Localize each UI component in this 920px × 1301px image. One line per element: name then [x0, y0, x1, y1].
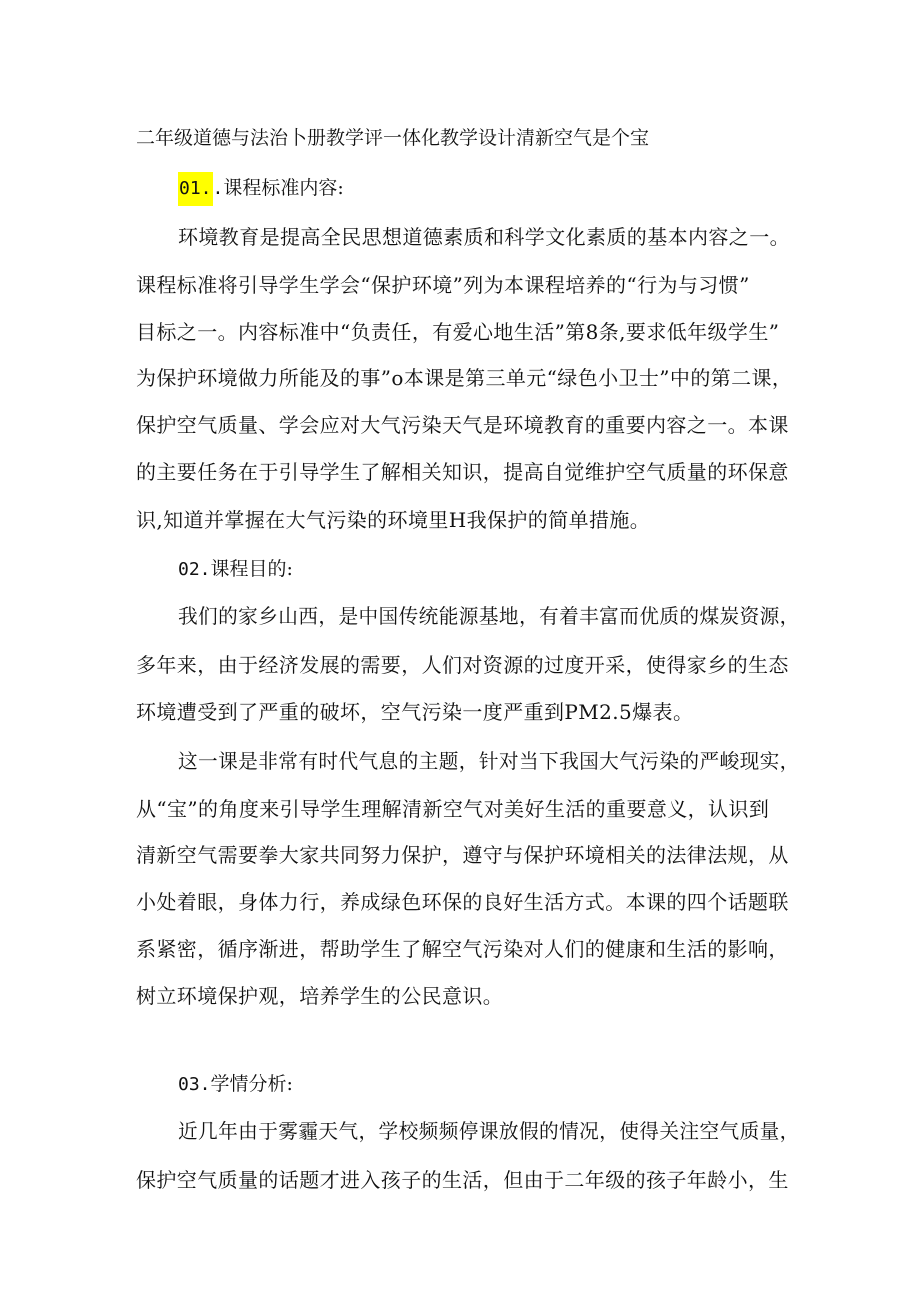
paragraph-line: 目标之一。内容标准中“负责任，有爱心地生活”第8条,要求低年级学生”	[136, 320, 780, 344]
section-label: 学情分析:	[210, 1073, 293, 1095]
section-number: 03.	[178, 1074, 211, 1095]
paragraph-line: 近几年由于雾霾天气，学校频频停课放假的情况，使得关注空气质量，	[178, 1120, 800, 1143]
paragraph-line: 环境遭受到了严重的破坏，空气污染一度严重到PM2.5爆表。	[136, 700, 694, 724]
section-heading-3	[178, 1070, 293, 1099]
paragraph-line: 课程标准将引导学生学会“保护环境”列为本课程培养的“行为与习惯”	[136, 273, 750, 297]
paragraph-line: 的主要任务在于引导学生了解相关知识，提高自觉维护空气质量的环保意	[136, 460, 789, 484]
paragraph-line: 我们的家乡山西，是中国传统能源基地，有着丰富而优质的煤炭资源，	[178, 605, 800, 628]
section-number-suffix: .	[212, 178, 224, 199]
section-label: 课程标准内容:	[223, 177, 344, 199]
paragraph-line: 从“宝”的角度来引导学生理解清新空气对美好生活的重要意义，认识到	[136, 797, 770, 821]
paragraph-line: 为保护环境做力所能及的事”o本课是第三单元“绿色小卫士”中的第二课，	[136, 366, 793, 390]
paragraph-line: 清新空气需要拳大家共同努力保护，遵守与保护环境相关的法律法规，从	[136, 843, 789, 867]
paragraph-line: 多年来，由于经济发展的需要，人们对资源的过度开采，使得家乡的生态	[136, 653, 789, 677]
section-heading-1	[178, 172, 344, 206]
section-heading-2	[178, 555, 293, 584]
paragraph-line: 树立环境保护观，培养学生的公民意识。	[136, 984, 504, 1008]
paragraph-line: 保护空气质量、学会应对大气污染天气是环境教育的重要内容之一。本课	[136, 413, 789, 437]
document-title: 二年级道德与法治卜册教学评一体化教学设计清新空气是个宝	[136, 127, 650, 149]
paragraph-line: 识,知道并掌握在大气污染的环境里H我保护的简单措施。	[136, 508, 651, 532]
section-label: 课程目的:	[210, 558, 293, 580]
paragraph-line: 小处着眼，身体力行，养成绿色环保的良好生活方式。本课的四个话题联	[136, 890, 789, 914]
paragraph-line: 系紧密，循序渐进，帮助学生了解空气污染对人们的健康和生活的影响，	[136, 937, 789, 961]
paragraph-line: 保护空气质量的话题才进入孩子的生活，但由于二年级的孩子年龄小，生	[136, 1168, 789, 1192]
paragraph-line: 环境教育是提高全民思想道德素质和科学文化素质的基本内容之一。	[178, 225, 790, 249]
section-number-highlight: 01.	[178, 172, 213, 206]
paragraph-line: 这一课是非常有时代气息的主题，针对当下我国大气污染的严峻现实，	[178, 750, 800, 773]
section-number: 02.	[178, 559, 211, 580]
